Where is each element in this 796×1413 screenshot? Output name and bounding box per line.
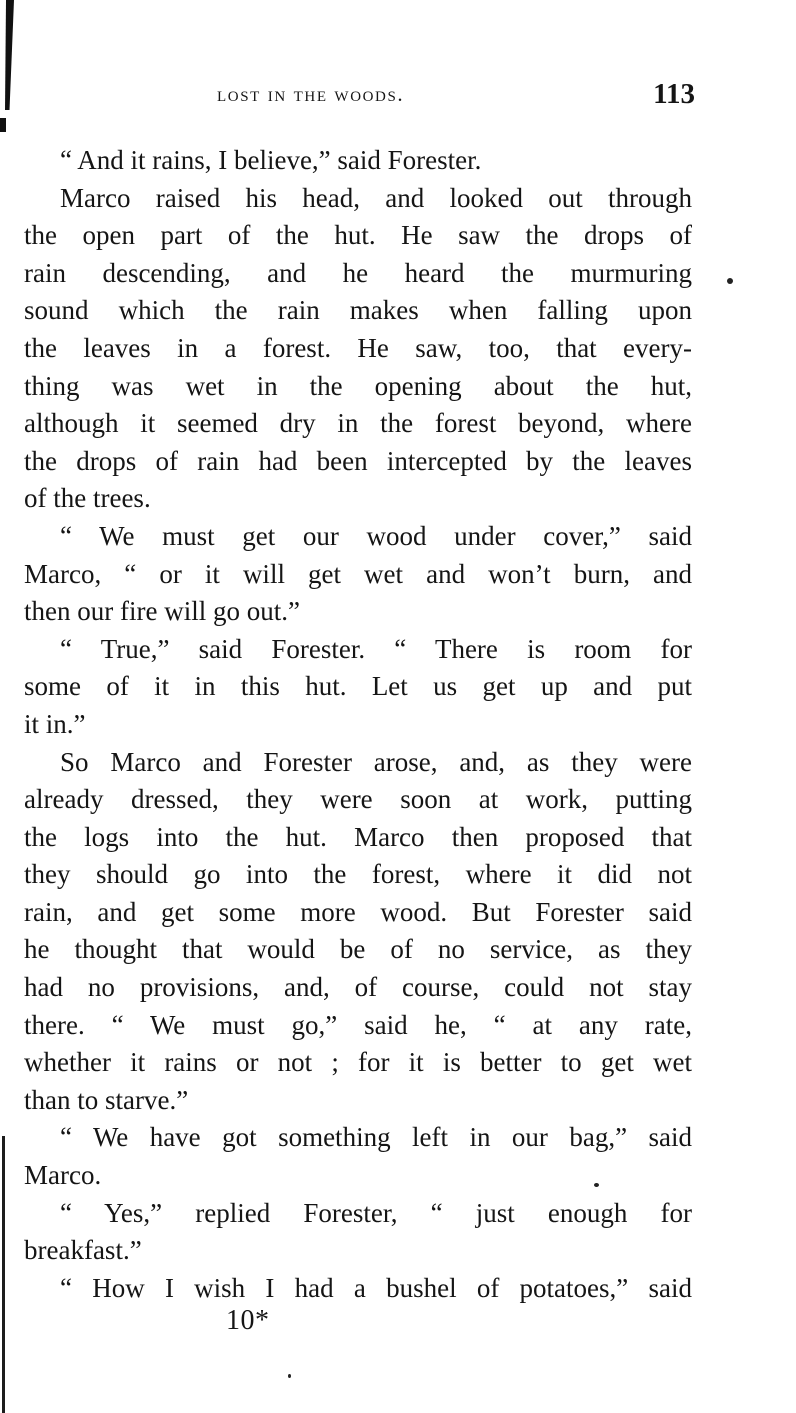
- page-edge-line: [2, 1136, 5, 1413]
- text-line: Marco raised his head, and looked out through: [60, 182, 692, 213]
- ink-speck: [727, 278, 733, 284]
- page-number: 113: [653, 78, 695, 110]
- text-line: there. “ We must go,” said he, “ at any rate,: [24, 1009, 692, 1040]
- text-line: “ We must get our wood under cover,” said: [60, 520, 692, 551]
- text-line: although it seemed dry in the forest beyond, where: [24, 408, 692, 439]
- signature-mark: 10*: [226, 1305, 270, 1336]
- text-line: he thought that would be of no service, as they: [24, 934, 692, 965]
- text-line: they should go into the forest, where it did not: [24, 859, 692, 890]
- text-line: of the trees.: [24, 483, 151, 514]
- text-line: it in.”: [24, 708, 86, 739]
- text-line: the logs into the hut. Marco then proposed that: [24, 821, 692, 852]
- text-line: the open part of the hut. He saw the drops of: [24, 220, 692, 251]
- ink-speck: [288, 1374, 291, 1378]
- text-line: “ We have got something left in our bag,” said: [60, 1122, 692, 1153]
- text-line: the drops of rain had been intercepted by the leaves: [24, 445, 692, 476]
- page-edge-mark: [4, 0, 14, 110]
- text-line: “ And it rains, I believe,” said Forester.: [60, 145, 482, 175]
- text-line: sound which the rain makes when falling upon: [24, 295, 692, 326]
- text-line: already dressed, they were soon at work, putting: [24, 784, 692, 815]
- text-line: rain, and get some more wood. But Forester said: [24, 896, 692, 927]
- text-line: some of it in this hut. Let us get up and put: [24, 671, 692, 702]
- body-text: [24, 142, 692, 1307]
- text-line: then our fire will go out.”: [24, 596, 300, 627]
- text-line: whether it rains or not ; for it is better to get wet: [24, 1047, 692, 1078]
- text-line: “ Yes,” replied Forester, “ just enough for: [60, 1197, 692, 1228]
- text-line: Marco.: [24, 1160, 102, 1191]
- text-line: Marco, “ or it will get wet and won’t burn, and: [24, 558, 692, 589]
- text-line: thing was wet in the opening about the hut,: [24, 370, 692, 401]
- text-line: rain descending, and he heard the murmuring: [24, 257, 692, 288]
- text-line: So Marco and Forester arose, and, as they were: [60, 746, 692, 777]
- text-line: breakfast.”: [24, 1235, 142, 1266]
- text-line: “ How I wish I had a bushel of potatoes,” said: [60, 1272, 692, 1303]
- text-line: the leaves in a forest. He saw, too, that every-: [24, 332, 692, 363]
- page-edge-dot: [0, 118, 6, 132]
- running-head: lost in the woods.: [217, 82, 405, 106]
- text-line: than to starve.”: [24, 1084, 189, 1115]
- page-header: [217, 78, 695, 114]
- text-line: “ True,” said Forester. “ There is room for: [60, 633, 692, 664]
- text-line: had no provisions, and, of course, could not stay: [24, 972, 692, 1003]
